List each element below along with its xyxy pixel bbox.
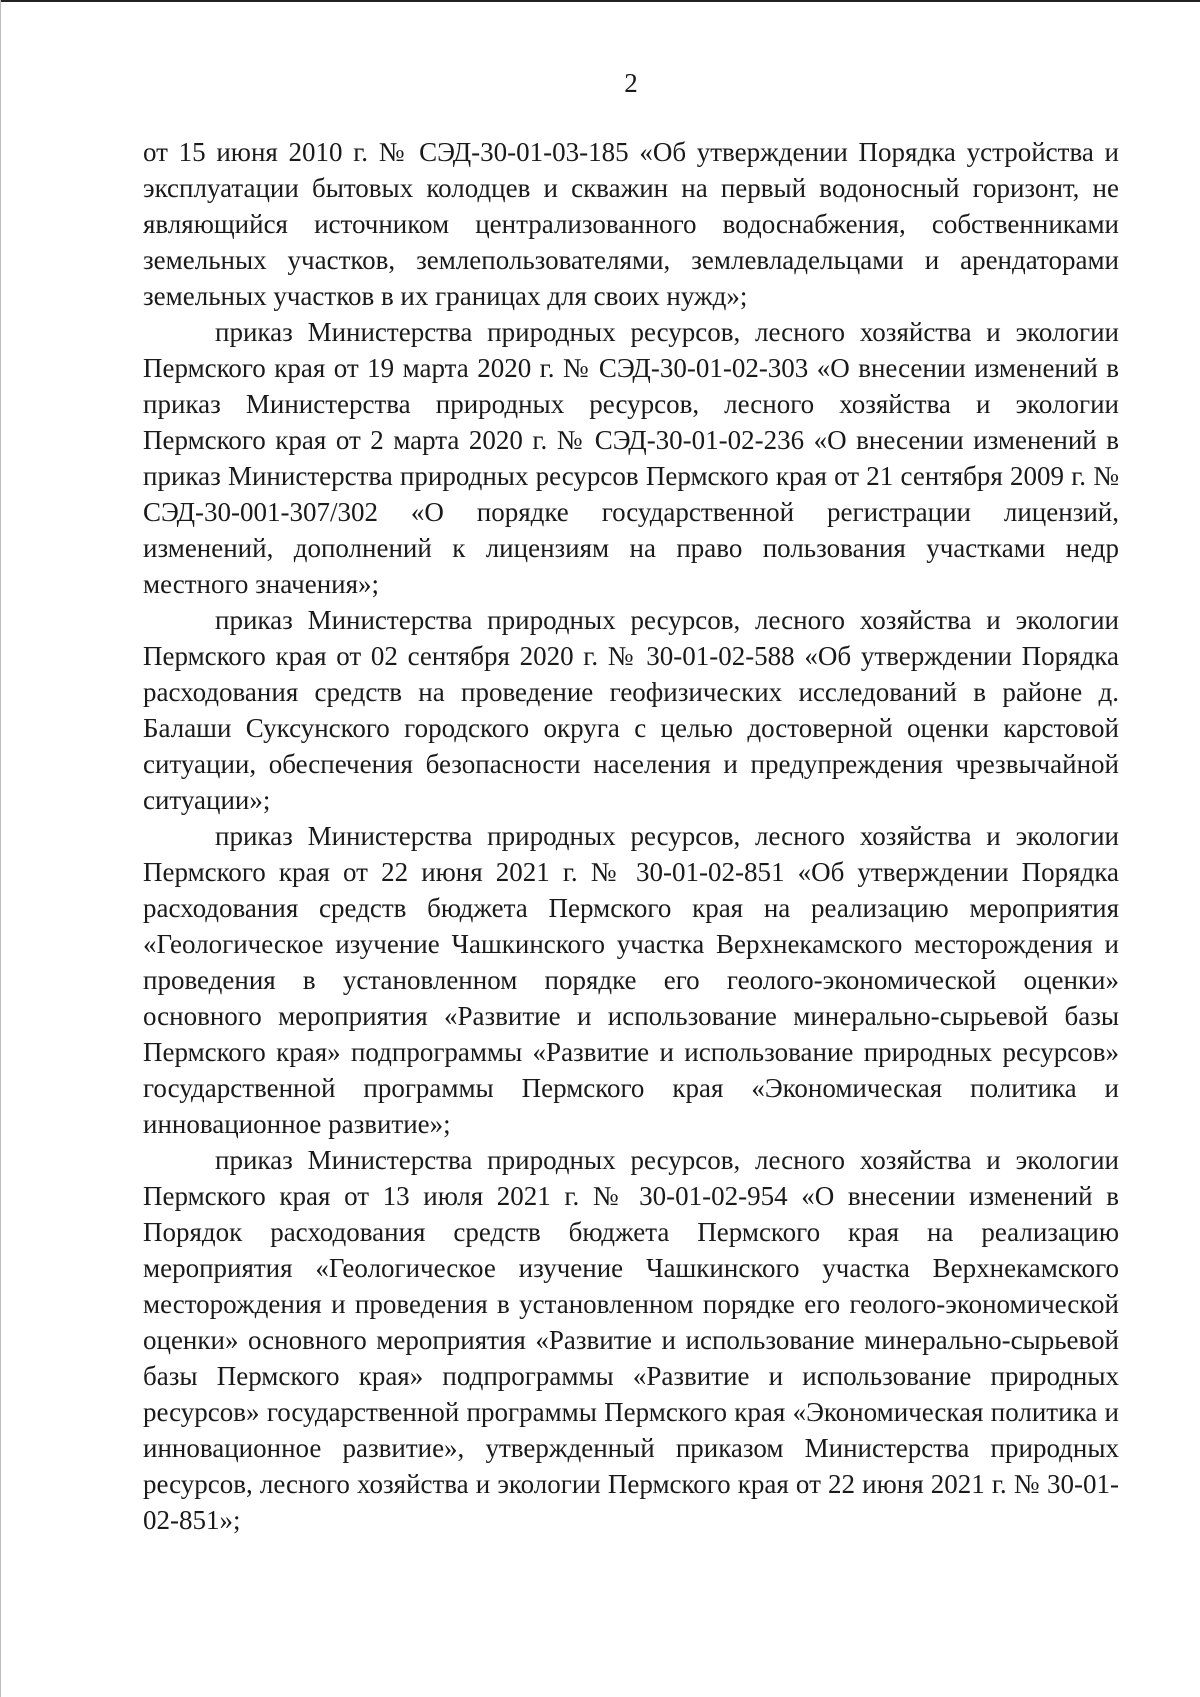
page-number: 2 [624, 68, 638, 98]
scan-edge-left [0, 0, 1, 1697]
paragraph-order-2021-07-13: приказ Министерства природных ресурсов, лесного хозяйства и экологии Пермского края от 13 июля 2021 г. № 30-01-02-954 «О внесении изменений в Порядок расходования средств бюджета Пермского края на реализацию мероприятия «Геологическое изучение Чашкинского участка Верхнекамского месторождения и проведения в установленном порядке его геолого-экономической оценки» основного мероприятия «Развитие и использование минерально-сырьевой базы Пермского края» подпрограммы «Развитие и использование природных ресурсов» государственной программы Пермского края «Экономическая политика и инновационное развитие», утвержденный приказом Министерства природных ресурсов, лесного хозяйства и экологии Пермского края от 22 июня 2021 г. № 30-01-02-851»; [143, 1145, 1119, 1535]
paragraph-order-2020-09-02: приказ Министерства природных ресурсов, лесного хозяйства и экологии Пермского края от 02 сентября 2020 г. № 30-01-02-588 «Об утверждении Порядка расходования средств на проведение геофизических исследований в районе д. Балаши Суксунского городского округа с целью достоверной оценки карстовой ситуации, обеспечения безопасности населения и предупреждения чрезвычайной ситуации»; [143, 605, 1119, 815]
document-body [143, 134, 1119, 1538]
paragraph-order-2021-06-22: приказ Министерства природных ресурсов, лесного хозяйства и экологии Пермского края от 22 июня 2021 г. № 30-01-02-851 «Об утверждении Порядка расходования средств бюджета Пермского края на реализацию мероприятия «Геологическое изучение Чашкинского участка Верхнекамского месторождения и проведения в установленном порядке его геолого-экономической оценки» основного мероприятия «Развитие и использование минерально-сырьевой базы Пермского края» подпрограммы «Развитие и использование природных ресурсов» государственной программы Пермского края «Экономическая политика и инновационное развитие»; [143, 821, 1119, 1139]
scan-edge-top [0, 0, 1200, 2]
paragraph-order-2020-03-19: приказ Министерства природных ресурсов, лесного хозяйства и экологии Пермского края от 19 марта 2020 г. № СЭД-30-01-02-303 «О внесении изменений в приказ Министерства природных ресурсов, лесного хозяйства и экологии Пермского края от 2 марта 2020 г. № СЭД-30-01-02-236 «О внесении изменений в приказ Министерства природных ресурсов Пермского края от 21 сентября 2009 г. № СЭД-30-001-307/302 «О порядке государственной регистрации лицензий, изменений, дополнений к лицензиям на право пользования участками недр местного значения»; [143, 317, 1119, 599]
paragraph-continuation: от 15 июня 2010 г. № СЭД-30-01-03-185 «Об утверждении Порядка устройства и эксплуатации бытовых колодцев и скважин на первый водоносный горизонт, не являющийся источником централизованного водоснабжения, собственниками земельных участков, землепользователями, землевладельцами и арендаторами земельных участков в их границах для своих нужд»; [143, 137, 1119, 311]
